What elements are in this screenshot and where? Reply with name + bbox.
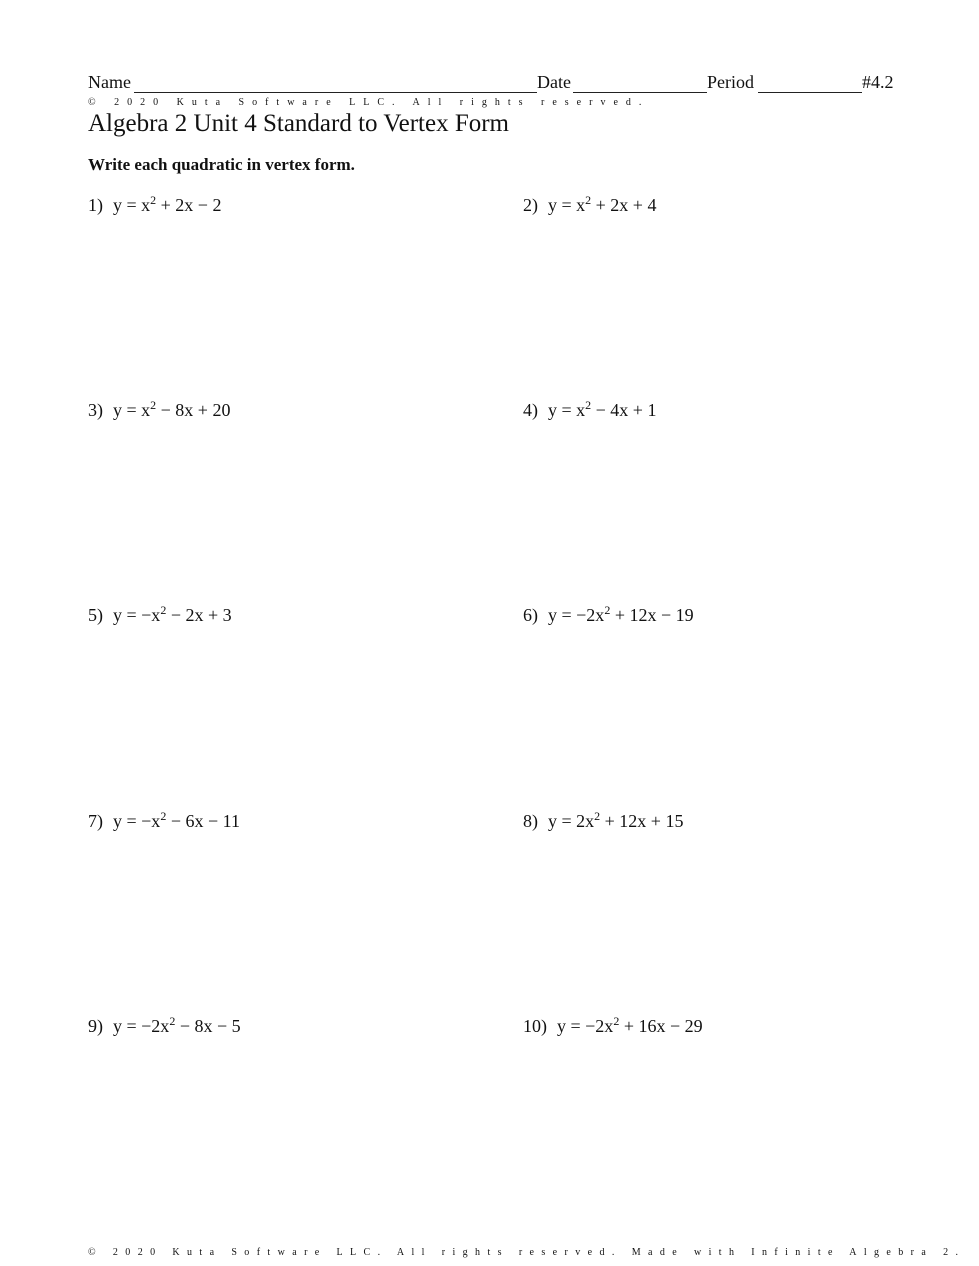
problem-1	[88, 195, 221, 216]
problem-number: 1)	[88, 195, 103, 215]
equation: $y = -2x^2 + 12x - 19$	[548, 603, 694, 625]
problem-3	[88, 400, 230, 421]
student-info-header	[88, 72, 896, 96]
problem-number: 5)	[88, 605, 103, 625]
equation: $y = -2x^2 + 16x - 29$	[557, 1014, 703, 1036]
name-label: Name	[88, 72, 131, 92]
problem-number: 4)	[523, 400, 538, 420]
equation: $y = 2x^2 + 12x + 15$	[548, 809, 684, 831]
problem-number: 6)	[523, 605, 538, 625]
problem-number: 7)	[88, 811, 103, 831]
period-label: Period	[707, 72, 754, 92]
problem-8	[523, 811, 683, 832]
equation: $y = -x^2 - 6x - 11$	[113, 809, 240, 831]
equation: $y = -2x^2 - 8x - 5$	[113, 1014, 241, 1036]
instructions: Write each quadratic in vertex form.	[88, 155, 355, 174]
problem-5	[88, 605, 232, 626]
equation: $y = x^2 + 2x - 2$	[113, 193, 222, 215]
name-field-line[interactable]	[134, 92, 537, 93]
problem-number: 2)	[523, 195, 538, 215]
problem-number: 10)	[523, 1016, 547, 1036]
equation: $y = x^2 - 8x + 20$	[113, 398, 231, 420]
problem-number: 3)	[88, 400, 103, 420]
problem-4	[523, 400, 656, 421]
problem-6	[523, 605, 694, 626]
problem-9	[88, 1016, 241, 1037]
problem-10	[523, 1016, 703, 1037]
equation: $y = x^2 + 2x + 4$	[548, 193, 657, 215]
date-field-line[interactable]	[573, 92, 707, 93]
copyright-notice-top: © 2020 Kuta Software LLC. All rights reserved.	[88, 97, 650, 108]
problem-7	[88, 811, 240, 832]
equation: $y = -x^2 - 2x + 3$	[113, 603, 232, 625]
period-field-line[interactable]	[758, 92, 862, 93]
problem-2	[523, 195, 656, 216]
sheet-id: #4.2	[862, 72, 894, 92]
footer-copyright: © 2020 Kuta Software LLC. All rights reserved. Made with Infinite Algebra 2.	[88, 1247, 966, 1258]
worksheet-title: Algebra 2 Unit 4 Standard to Vertex Form	[88, 110, 509, 137]
problem-number: 8)	[523, 811, 538, 831]
equation: $y = x^2 - 4x + 1$	[548, 398, 657, 420]
problem-number: 9)	[88, 1016, 103, 1036]
date-label: Date	[537, 72, 571, 92]
